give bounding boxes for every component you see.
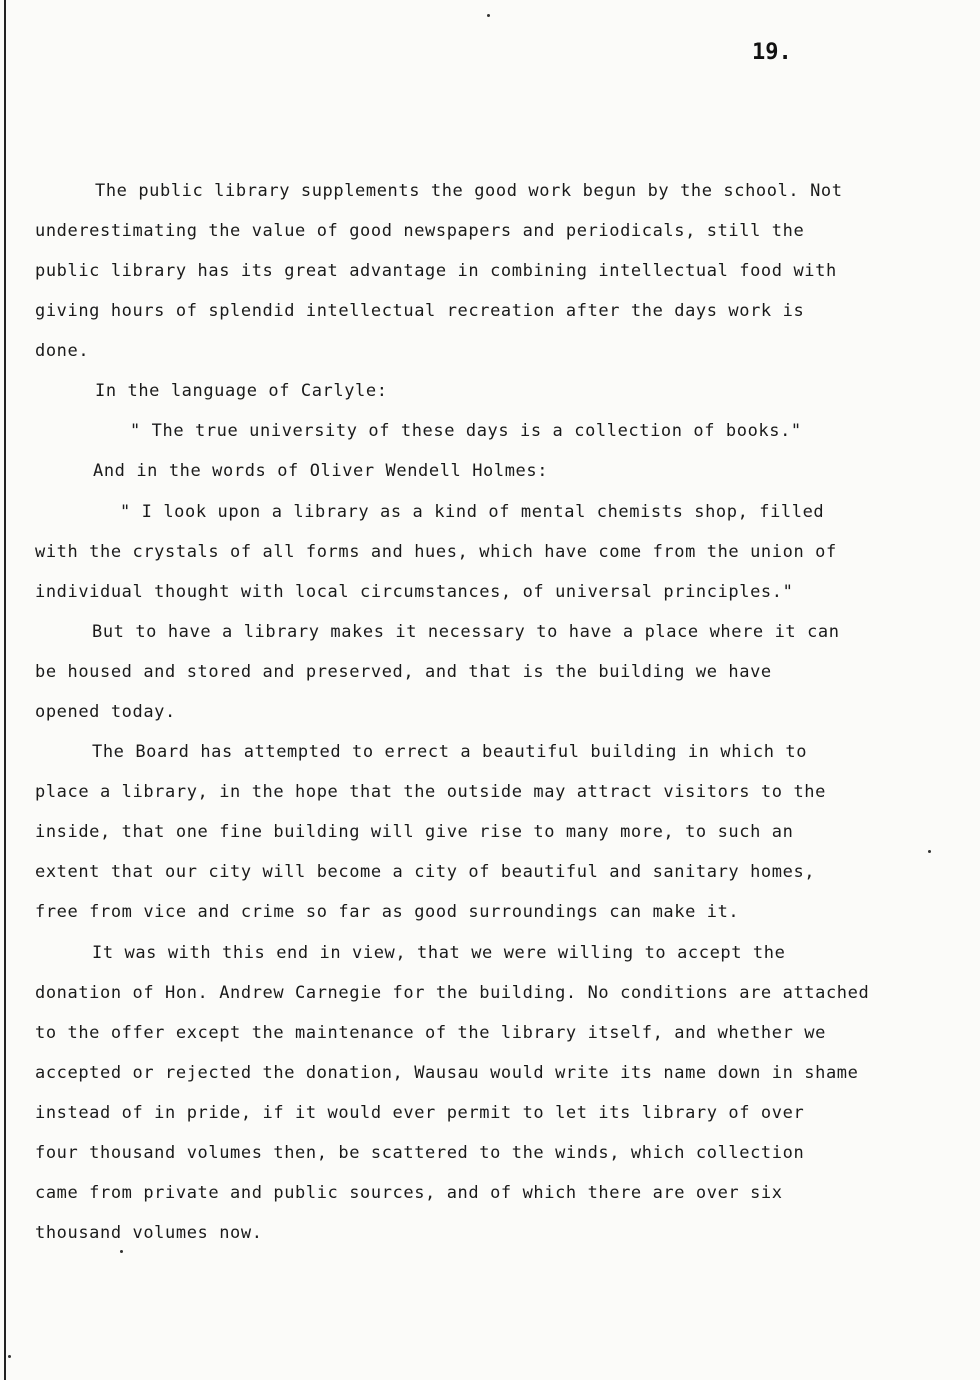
text-line: free from vice and crime so far as good surroundings can make it. — [35, 902, 740, 922]
text-line: extent that our city will become a city of beautiful and sanitary homes, — [35, 862, 816, 882]
paper-speck — [487, 14, 490, 17]
text-line: In the language of Carlyle: — [95, 381, 388, 401]
text-line: public library has its great advantage in combining intellectual food with — [35, 261, 837, 281]
page-left-edge — [4, 0, 6, 1380]
text-line: donation of Hon. Andrew Carnegie for the building. No conditions are attached — [35, 983, 870, 1003]
text-line: inside, that one fine building will give rise to many more, to such an — [35, 822, 794, 842]
paper-speck — [8, 1355, 11, 1358]
paper-speck — [120, 1250, 123, 1253]
text-line: thousand volumes now. — [35, 1223, 263, 1243]
text-line: underestimating the value of good newspapers and periodicals, still the — [35, 221, 805, 241]
text-line: came from private and public sources, and of which there are over six — [35, 1183, 783, 1203]
page-number: 19. — [752, 40, 792, 65]
text-line: opened today. — [35, 702, 176, 722]
paper-speck — [928, 850, 931, 853]
text-line: accepted or rejected the donation, Wausau would write its name down in shame — [35, 1063, 859, 1083]
text-line: But to have a library makes it necessary to have a place where it can — [92, 622, 840, 642]
text-line: be housed and stored and preserved, and that is the building we have — [35, 662, 772, 682]
text-line: The Board has attempted to errect a beautiful building in which to — [92, 742, 808, 762]
text-line: giving hours of splendid intellectual recreation after the days work is — [35, 301, 805, 321]
text-line: done. — [35, 341, 90, 361]
quote-line: individual thought with local circumstances, of universal principles." — [35, 582, 794, 602]
quote-line: with the crystals of all forms and hues, which have come from the union of — [35, 542, 837, 562]
text-line: place a library, in the hope that the outside may attract visitors to the — [35, 782, 826, 802]
quote-line: " The true university of these days is a collection of books." — [130, 421, 802, 441]
text-line: to the offer except the maintenance of the library itself, and whether we — [35, 1023, 826, 1043]
text-line: The public library supplements the good work begun by the school. Not — [95, 181, 843, 201]
quote-line: " I look upon a library as a kind of mental chemists shop, filled — [120, 502, 825, 522]
text-line: And in the words of Oliver Wendell Holmes: — [93, 461, 549, 481]
text-line: instead of in pride, if it would ever permit to let its library of over — [35, 1103, 805, 1123]
text-line: It was with this end in view, that we were willing to accept the — [92, 943, 786, 963]
text-line: four thousand volumes then, be scattered to the winds, which collection — [35, 1143, 805, 1163]
